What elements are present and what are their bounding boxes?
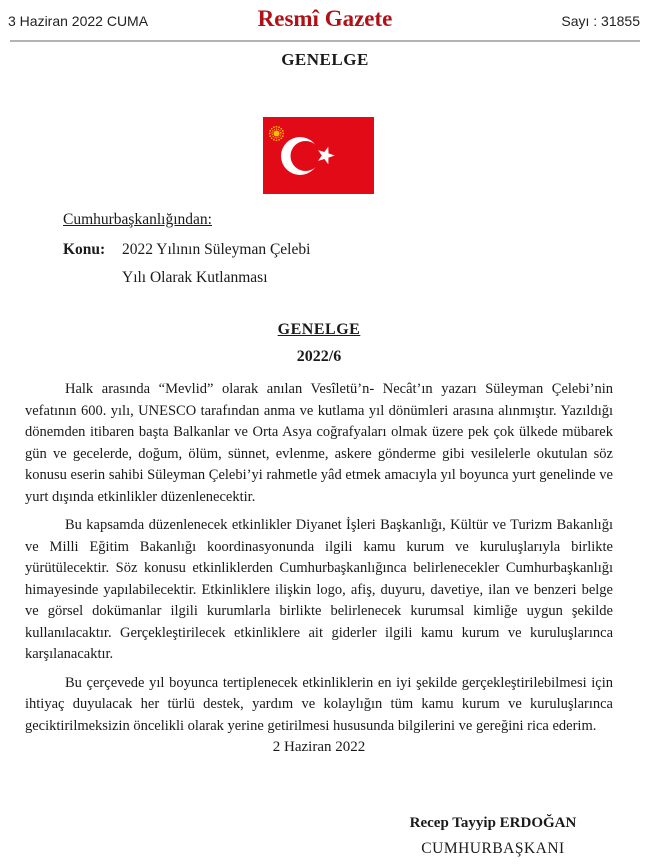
paragraph-2: Bu kapsamda düzenlenecek etkinlikler Diyanet İşleri Başkanlığı, Kültür ve Turizm Bakanlığı ve Milli Eğitim Bakanlığı koordinasyonunda ilgili kamu kurum ve kuruluşlarıyla birlikte yürütülecektir. Söz konusu etkinliklerden Cumhurbaşkanlığınca belirlenecekler Cumhurbaşkanlığı himayesinde yapılabilecektir. Etkinliklere ilişkin logo, afiş, duyuru, davetiye, ilan ve benzeri belge ve görsel dokümanlar ilgili kurumlarla birlikte belirlenecek kurumsal kimliğe uygun şekilde kullanılacaktır. Gerçekleştirilecek etkinliklere ait giderler ilgili kamu kurum ve kuruluşlarınca karşılanacaktır. [25,517,613,662]
masthead-title: Resmî Gazete [257,6,393,31]
subject-label: Konu: [63,241,106,258]
paragraph-1: Halk arasında “Mevlid” olarak anılan Vesîletü’n- Necât’ın yazarı Süleyman Çelebi’nin vefatının 600. yılı, UNESCO tarafından anma ve kutlama yıl dönümleri arasına alınmıştır. Yazıldığı dönemden itibaren başta Balkanlar ve Orta Asya coğrafyaları olmak üzere pek çok ülkede mübarek gün ve gecelerde, doğum, ölüm, sünnet, evlenme, askere gönderme gibi vesilelerle okutulan söz konusu eserin sahibi Süleyman Çelebi’yi rahmetle yâd etmek amacıyla yıl boyunca yurt genelinde ve yurt dışında etkinlikler düzenlenecektir. [25,381,613,505]
issuer-line: Cumhurbaşkanlığından: [63,211,212,228]
subject-block [63,236,463,292]
paragraph-3: Bu çerçevede yıl boyunca tertiplenecek etkinliklerin en iyi şekilde gerçekleştirilebilmesi için ihtiyaç duyulacak her türlü destek, yardım ve kolaylığın tüm kamu kurum ve kuruluşlarınca geciktirilmeksizin öncelikli olarak yerine getirilmesi hususunda bilgilerini ve gereğini rica ederim. [25,674,613,734]
circular-heading: GENELGE [277,321,361,338]
body-text [25,379,613,744]
subject-label-spacer [63,264,122,292]
signer-title: CUMHURBAŞKANI [421,840,565,857]
masthead-issue-number: Sayı : 31855 [561,13,640,29]
masthead-date: 3 Haziran 2022 CUMA [8,13,149,29]
circular-number: 2022/6 [296,348,342,365]
signer-name: Recep Tayyip ERDOĞAN [409,815,577,831]
document-date: 2 Haziran 2022 [272,739,366,755]
subject-line-1: 2022 Yılının Süleyman Çelebi [122,241,311,258]
subject-line-2: Yılı Olarak Kutlanması [122,269,268,286]
turkish-flag [263,117,374,194]
masthead-divider [10,40,640,42]
signature-block [398,815,588,858]
turkish-flag-image [263,117,374,194]
section-heading: GENELGE [281,50,369,69]
